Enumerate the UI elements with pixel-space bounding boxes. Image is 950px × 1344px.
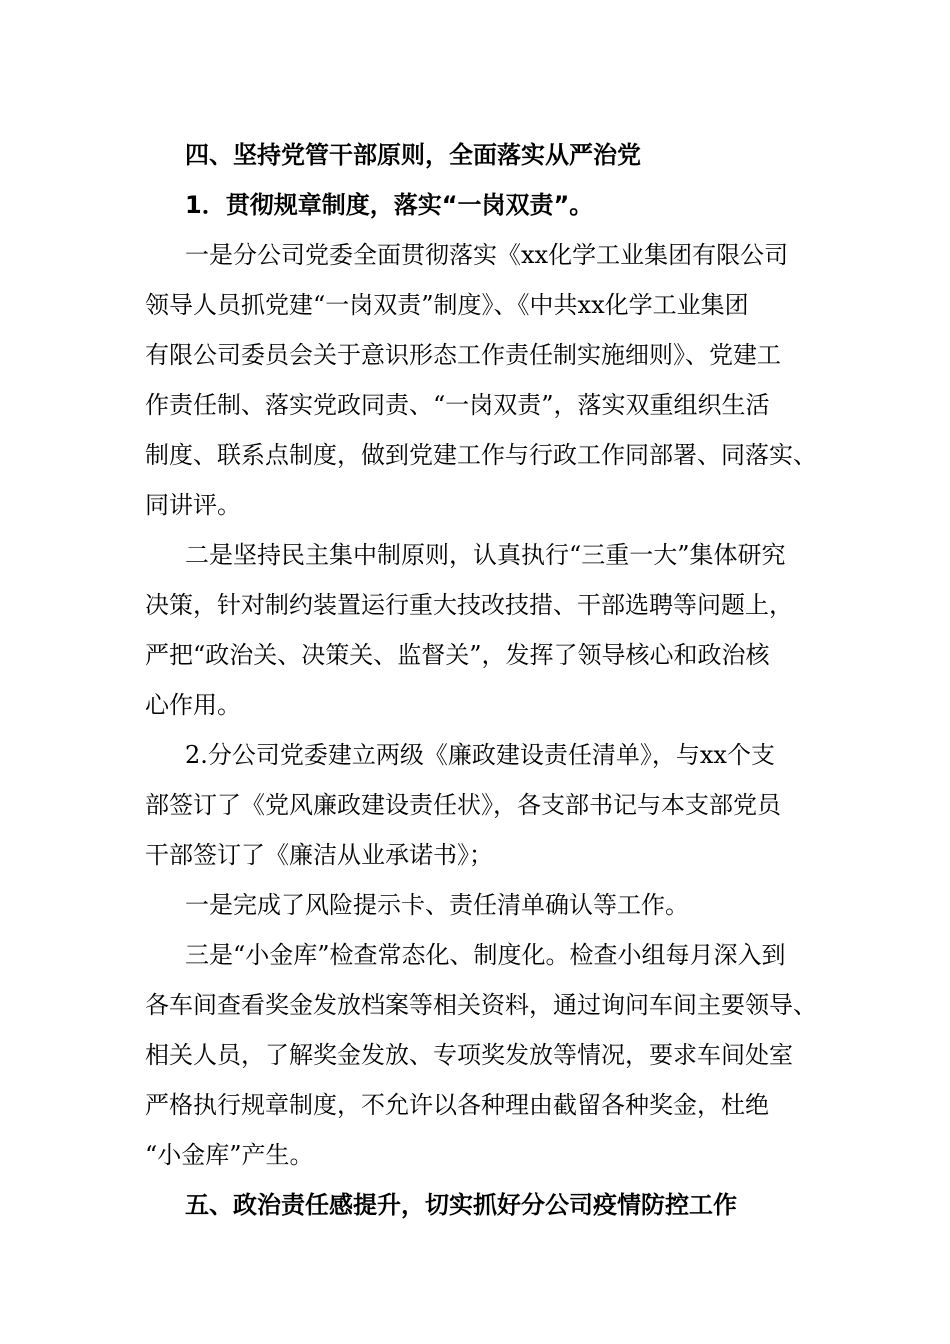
paragraph-line: 2.分公司党委建立两级《廉政建设责任清单》，与xx个支 xyxy=(185,741,775,769)
document-body xyxy=(145,130,817,1230)
paragraph-line: 二是坚持民主集中制原则，认真执行“三重一大”集体研究 xyxy=(185,541,786,569)
section-heading-4: 四、坚持党管干部原则，全面落实从严治党 xyxy=(185,141,641,169)
paragraph-line: 心作用。 xyxy=(145,691,241,719)
paragraph-line: 决策，针对制约装置运行重大技改技措、干部选聘等问题上， xyxy=(145,591,793,619)
paragraph-line: 一是分公司党委全面贯彻落实《xx化学工业集团有限公司 xyxy=(185,241,789,269)
paragraph-line: 作责任制、落实党政同责、“一岗双责”，落实双重组织生活 xyxy=(145,391,770,419)
paragraph-line: 一是完成了风险提示卡、责任清单确认等工作。 xyxy=(185,891,689,919)
paragraph-line: 各车间查看奖金发放档案等相关资料，通过询问车间主要领导、 xyxy=(145,991,817,1019)
section-heading-5: 五、政治责任感提升，切实抓好分公司疫情防控工作 xyxy=(185,1191,737,1219)
paragraph-line: “小金库”产生。 xyxy=(145,1141,314,1169)
paragraph-line: 严格执行规章制度，不允许以各种理由截留各种奖金，杜绝 xyxy=(145,1091,769,1119)
paragraph-line: 干部签订了《廉洁从业承诺书》； xyxy=(145,841,493,869)
paragraph-1 xyxy=(145,230,817,530)
paragraph-line: 同讲评。 xyxy=(145,491,241,519)
paragraph-line: 有限公司委员会关于意识形态工作责任制实施细则》、党建工 xyxy=(145,341,781,369)
paragraph-line: 严把“政治关、决策关、监督关”，发挥了领导核心和政治核 xyxy=(145,641,770,669)
subheading-1: 1．贯彻规章制度，落实“一岗双责”。 xyxy=(185,191,594,219)
paragraph-line: 相关人员，了解奖金发放、专项奖发放等情况，要求车间处室 xyxy=(145,1041,793,1069)
paragraph-4 xyxy=(145,880,810,930)
paragraph-line: 领导人员抓党建“一岗双责”制度》、《中共xx化学工业集团 xyxy=(145,291,749,319)
paragraph-3 xyxy=(145,730,810,880)
paragraph-line: 制度、联系点制度，做到党建工作与行政工作同部署、同落实、 xyxy=(145,441,817,469)
paragraph-2 xyxy=(145,530,810,730)
paragraph-line: 三是“小金库”检查常态化、制度化。检查小组每月深入到 xyxy=(185,941,786,969)
paragraph-5 xyxy=(145,930,817,1180)
paragraph-line: 部签订了《党风廉政建设责任状》，各支部书记与本支部党员 xyxy=(145,791,781,819)
